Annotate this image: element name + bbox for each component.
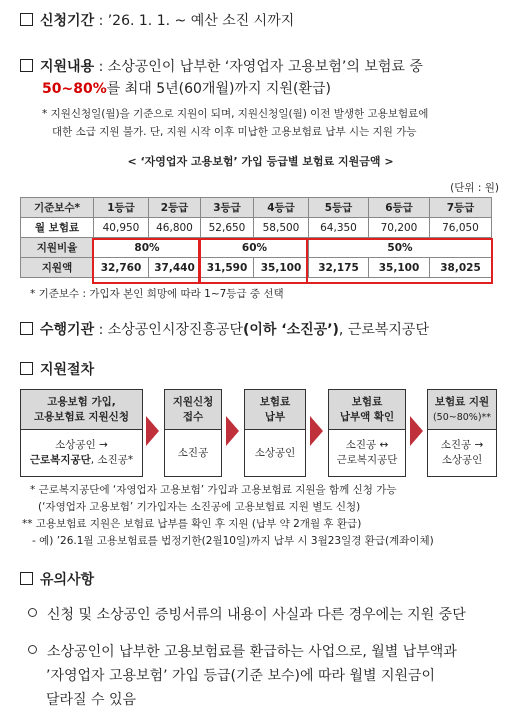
step-top-line: 고용보험 가입, <box>47 395 116 408</box>
header-cell: 6등급 <box>369 198 430 218</box>
header-cell: 기준보수* <box>21 198 94 218</box>
amount-cell: 32,760 <box>94 258 149 278</box>
agency-title: 수행기관 <box>40 322 95 338</box>
step-top-line: 보험료 <box>259 395 291 408</box>
table-header-row <box>21 198 492 218</box>
support-percent: 50~80% <box>42 81 107 97</box>
header-cell: 3등급 <box>201 198 254 218</box>
amount-cell: 37,440 <box>149 258 201 278</box>
rate-cell: 50% <box>309 238 492 258</box>
checkbox-icon <box>20 572 33 585</box>
caution-title: 유의사항 <box>40 572 95 588</box>
premium-cell: 46,800 <box>149 218 201 238</box>
caution-item-2-line: 소상공인이 납부한 고용보험료를 환급하는 사업으로, 월별 납부액과 <box>47 644 457 660</box>
premium-row <box>21 218 492 238</box>
procedure-line <box>20 361 94 379</box>
step-bottom-line: 소진공 <box>177 446 209 459</box>
amount-cell: 38,025 <box>430 258 492 278</box>
amount-row <box>21 258 492 278</box>
checkbox-icon <box>20 59 33 72</box>
table-title: < ‘자영업자 고용보험’ 가입 등급별 보험료 지원금액 > <box>127 155 394 168</box>
period-text: : ’26. 1. 1. ~ 예산 소진 시까지 <box>98 13 295 29</box>
premium-cell: 76,050 <box>430 218 492 238</box>
step-top-line: 납부액 확인 <box>339 410 395 423</box>
premium-cell: 40,950 <box>94 218 149 238</box>
amount-cell: 35,100 <box>254 258 309 278</box>
procedure-title: 지원절차 <box>40 362 95 378</box>
premium-cell: 58,500 <box>254 218 309 238</box>
support-note-2: 대한 소급 지원 불가. 단, 지원 시작 이후 미납한 고용보험료 납부 시는 지원 가능 <box>52 126 417 138</box>
procedure-step-5 <box>427 389 497 477</box>
step-top-line: 접수 <box>182 410 204 423</box>
header-cell: 1등급 <box>94 198 149 218</box>
step-bottom-line: 근로복지공단 <box>336 454 398 466</box>
caution-item-2-line-3: 달라질 수 있음 <box>46 692 137 708</box>
support-line-2 <box>42 80 331 98</box>
step-bottom-bold: 근로복지공단 <box>29 454 91 466</box>
amount-cell: 31,590 <box>201 258 254 278</box>
step-bottom-line: , 소진공* <box>90 454 134 466</box>
support-title: 지원내용 <box>40 59 95 75</box>
rate-cell: 60% <box>201 238 309 258</box>
agency-text-2: , 근로복지공단 <box>338 322 429 338</box>
step-top-line: (50~80%)** <box>432 411 492 423</box>
procedure-note-4: - 예) ’26.1월 고용보험료를 법정기한(2월10일)까지 납부 시 3월23일경 환급(계좌이체) <box>32 535 434 547</box>
agency-text-1: : 소상공인시장진흥공단 <box>98 322 243 338</box>
procedure-step-3 <box>244 389 306 477</box>
procedure-step-1 <box>20 389 143 477</box>
row-label: 지원비율 <box>21 238 94 258</box>
step-bottom-line: 소상공인 <box>441 454 483 466</box>
step-bottom-line: 소상공인 → <box>55 439 108 451</box>
agency-bold: (이하 ‘소진공’) <box>242 322 339 338</box>
table-footnote: * 기준보수 : 가입자 본인 희망에 따라 1~7등급 중 선택 <box>30 288 284 300</box>
step-bottom-line: 소진공 → <box>440 439 484 451</box>
agency-line <box>20 321 429 339</box>
amount-cell: 32,175 <box>309 258 369 278</box>
caution-item-2-line-2: ’자영업자 고용보험’ 가입 등급(기준 보수)에 따라 월별 지원금이 <box>46 668 436 684</box>
header-cell: 4등급 <box>254 198 309 218</box>
step-top-line: 고용보험료 지원신청 <box>34 410 129 423</box>
premium-table <box>20 197 492 278</box>
row-label: 월 보험료 <box>21 218 94 238</box>
rate-cell: 80% <box>94 238 201 258</box>
procedure-step-4 <box>328 389 406 477</box>
arrow-right-icon <box>410 416 423 446</box>
support-text-2: 를 최대 5년(60개월)까지 지원(환급) <box>106 81 331 97</box>
procedure-step-2 <box>164 389 222 477</box>
checkbox-icon <box>20 13 33 26</box>
period-title: 신청기간 <box>40 13 95 29</box>
premium-cell: 70,200 <box>369 218 430 238</box>
bullet-circle-icon <box>28 645 37 654</box>
arrow-right-icon <box>146 416 159 446</box>
step-bottom-line: 소상공인 <box>254 446 296 459</box>
premium-cell: 64,350 <box>309 218 369 238</box>
header-cell: 2등급 <box>149 198 201 218</box>
bullet-circle-icon <box>28 608 37 617</box>
arrow-right-icon <box>226 416 239 446</box>
support-text-1: : 소상공인이 납부한 ‘자영업자 고용보험’의 보험료 중 <box>98 59 423 75</box>
support-line <box>20 58 423 76</box>
procedure-note-1: * 근로복지공단에 ‘자영업자 고용보험’ 가입과 고용보험료 지원을 함께 신청 가능 <box>30 484 397 496</box>
procedure-note-2: (‘자영업자 고용보험’ 기가입자는 소진공에 고용보험료 지원 별도 신청) <box>38 501 361 513</box>
caution-item-2 <box>28 640 457 664</box>
step-top-line: 지원신청 <box>172 395 214 408</box>
step-bottom-line: 소진공 ↔ <box>345 439 389 451</box>
header-cell: 5등급 <box>309 198 369 218</box>
step-top-line: 보험료 <box>351 395 383 408</box>
caution-line <box>20 571 94 589</box>
table-unit: (단위 : 원) <box>450 182 499 194</box>
caution-item-1-text: 신청 및 소상공인 증빙서류의 내용이 사실과 다른 경우에는 지원 중단 <box>47 607 466 623</box>
rate-row <box>21 238 492 258</box>
step-top-line: 납부 <box>264 410 286 423</box>
amount-cell: 35,100 <box>369 258 430 278</box>
period-line <box>20 12 294 30</box>
caution-item-1 <box>28 603 466 627</box>
arrow-right-icon <box>310 416 323 446</box>
step-top-line: 보험료 지원 <box>434 395 490 408</box>
procedure-note-3: ** 고용보험료 지원은 보험료 납부를 확인 후 지원 (납부 약 2개월 후 환급) <box>22 518 362 530</box>
premium-cell: 52,650 <box>201 218 254 238</box>
header-cell: 7등급 <box>430 198 492 218</box>
row-label: 지원액 <box>21 258 94 278</box>
support-note-1: * 지원신청일(월)을 기준으로 지원이 되며, 지원신청일(월) 이전 발생한 고용보험료에 <box>42 108 429 120</box>
checkbox-icon <box>20 322 33 335</box>
checkbox-icon <box>20 362 33 375</box>
